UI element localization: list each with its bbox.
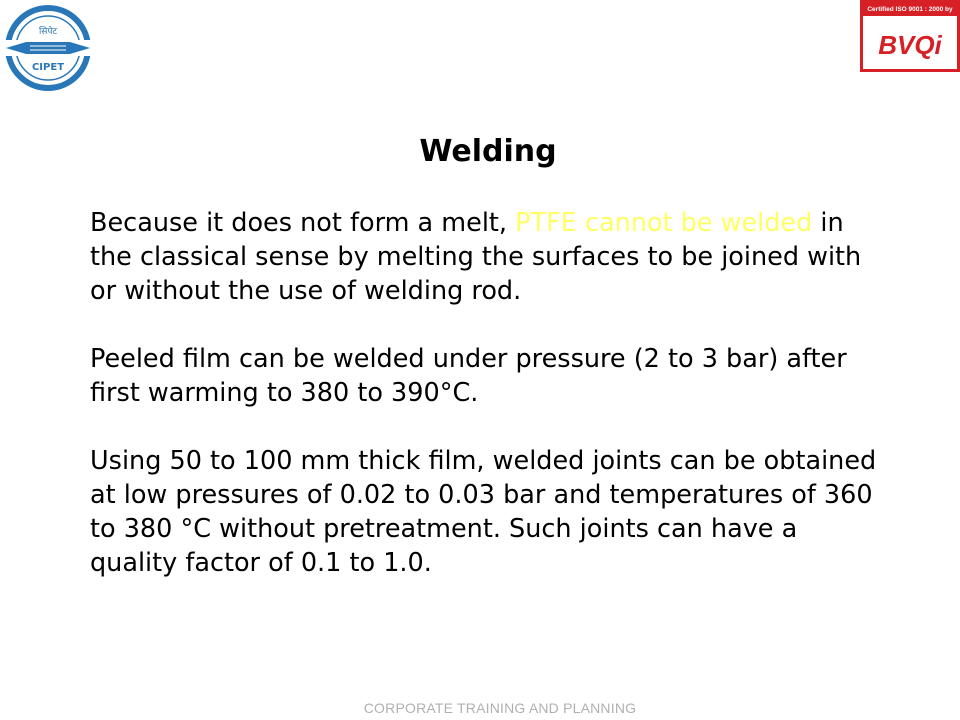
cipet-script-label: सिपेट [38,27,58,37]
cipet-logo [0,0,96,96]
cipet-label: CIPET [31,62,65,73]
bvqi-certification-logo [860,0,960,72]
highlighted-phrase: PTFE cannot be welded [515,208,813,238]
bvqi-label: BVQi [878,30,942,60]
paragraph-melt [90,206,890,308]
paragraph-thick-film: Using 50 to 100 mm thick film, welded joints can be obtained at low pressures of 0.02 to 0.03 bar and temperatures of 360 to 380 °C without pretreatment. Such joints can have a quality factor of 0.1 to 1.0. [90,446,877,578]
paragraph-peeled-film: Peeled film can be welded under pressure (2 to 3 bar) after first warming to 380 to 390°C. [90,344,847,408]
slide-title: Welding [419,134,557,169]
para1-end: in the classical sense by melting the surfaces to be joined with or without the use of welding rod. [90,208,862,306]
slide-body [90,206,890,614]
footer-text: CORPORATE TRAINING AND PLANNING [363,700,637,716]
certified-label: Certified ISO 9001 : 2000 by [867,6,953,13]
para1-start: Because it does not form a melt, [90,208,516,238]
